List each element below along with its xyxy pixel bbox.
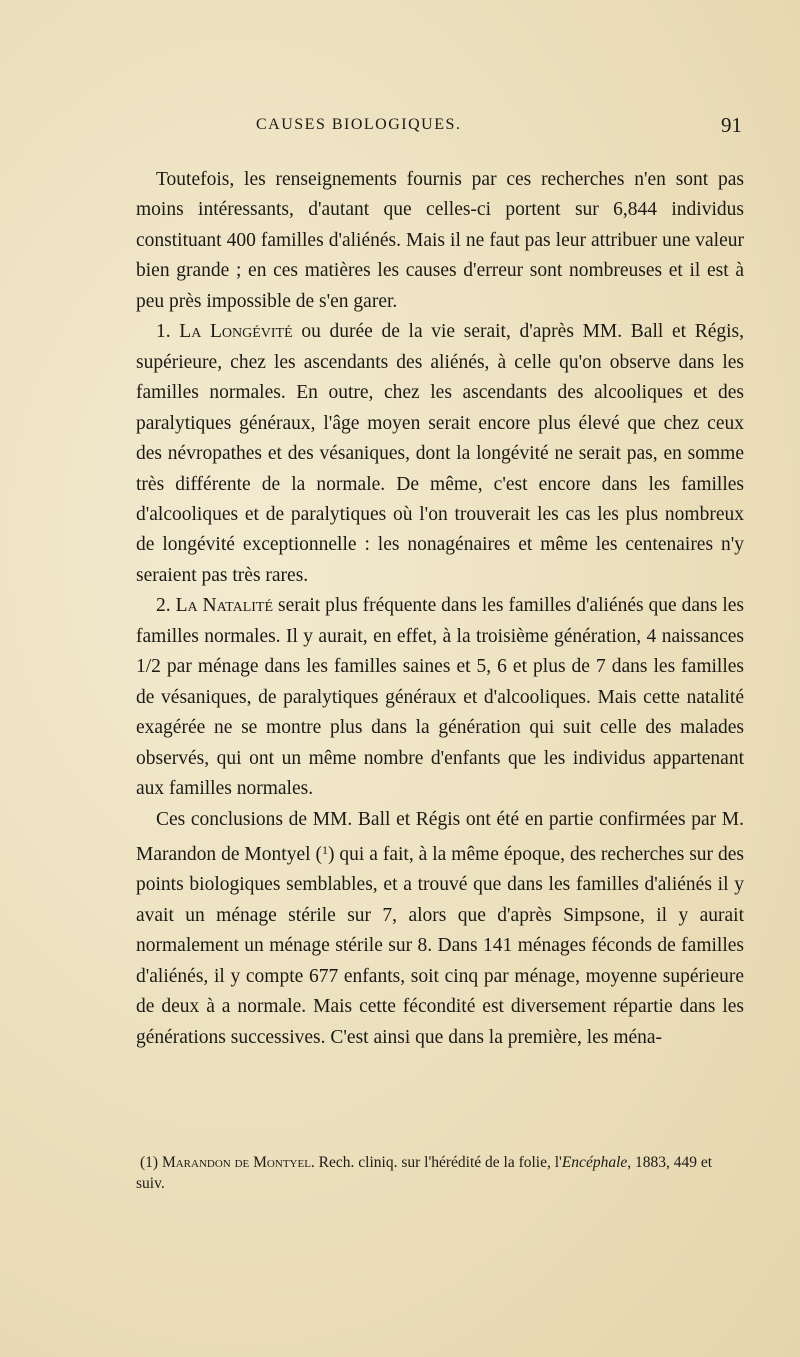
- paragraph-conclusions-text-b: ) qui a fait, à la même époque, des recherches sur des points biologiques semblables, et a trouvé que dans les familles d'aliénés il y avait un ménage stérile sur 7, alors que d'après Simpsone, il y aurait normalement un ménage stérile sur 8. Dans 141 ménages féconds de familles d'aliénés, il y compte 677 enfants, soit cinq par ménage, moyenne supérieure de deux à a normale. Mais cette fécondité est diversement répartie dans les générations successives. C'est ainsi que dans la première, les ména-: [136, 843, 744, 1048]
- paragraph-longevity-text: ou durée de la vie serait, d'après MM. Ball et Régis, supérieure, chez les ascendants des aliénés, à celle qu'on observe dans les familles normales. En outre, chez les ascendants des alcooliques et des paralytiques généraux, l'âge moyen serait encore plus élevé que chez ceux des névropathes et des vésaniques, dont la longévité ne serait pas, en somme très différente de la normale. De même, c'est encore dans les familles d'alcooliques et de paralytiques où l'on trouverait les cas les plus nombreux de longévité exceptionnelle : les nonagénaires et même les centenaires n'y seraient pas très rares.: [136, 321, 744, 586]
- footnote-journal: Encéphale: [561, 1154, 628, 1171]
- paragraph-natality-text: serait plus fréquente dans les familles d'aliénés que dans les familles normales. Il y aurait, en effet, à la troisième génération, 4 naissances 1/2 par ménage dans les familles saines et 5, 6 et plus de 7 dans les familles de vésaniques, de paralytiques généraux et d'alcooliques. Mais cette natalité exagérée ne se montre plus dans la génération qui suit celle des malades observés, qui ont un même nombre d'enfants que les individus appartenant aux familles normales.: [136, 595, 744, 800]
- paragraph-conclusions: [136, 805, 744, 1054]
- section-heading-natality: La Natalité: [175, 595, 274, 617]
- footnote-author: Marandon de Montyel.: [161, 1154, 315, 1171]
- section-number: 1.: [156, 321, 171, 343]
- page-header: [136, 113, 742, 142]
- body-text: [136, 165, 744, 1053]
- paragraph-intro: Toutefois, les renseignements fournis par ces recherches n'en sont pas moins intéressants, d'autant que celles-ci portent sur 6,844 individus constituant 400 familles d'aliénés. Mais il ne faut pas leur attribuer une valeur bien grande ; en ces matières les causes d'erreur sont nombreuses et il est à peu près impossible de s'en garer.: [136, 169, 744, 312]
- page-number: 91: [721, 113, 742, 137]
- footnote-text-b: , 1883, 449 et suiv.: [136, 1154, 713, 1192]
- section-heading-longevity: La Longévité: [179, 321, 293, 343]
- footnote: [136, 1152, 744, 1194]
- paragraph-conclusions-text-a: Ces conclusions de MM. Ball et Régis ont été en partie confirmées par M. Marandon de Montyel (: [136, 808, 744, 865]
- footnote-reference: 1: [321, 842, 328, 857]
- paragraph-natality: [136, 591, 744, 804]
- paragraph-longevity: [136, 317, 744, 591]
- footnote-mark: (1): [140, 1154, 159, 1171]
- running-title: CAUSES BIOLOGIQUES.: [256, 116, 462, 133]
- footnote-text-a: Rech. cliniq. sur l'hérédité de la folie, l': [314, 1154, 562, 1171]
- section-number: 2.: [156, 595, 171, 617]
